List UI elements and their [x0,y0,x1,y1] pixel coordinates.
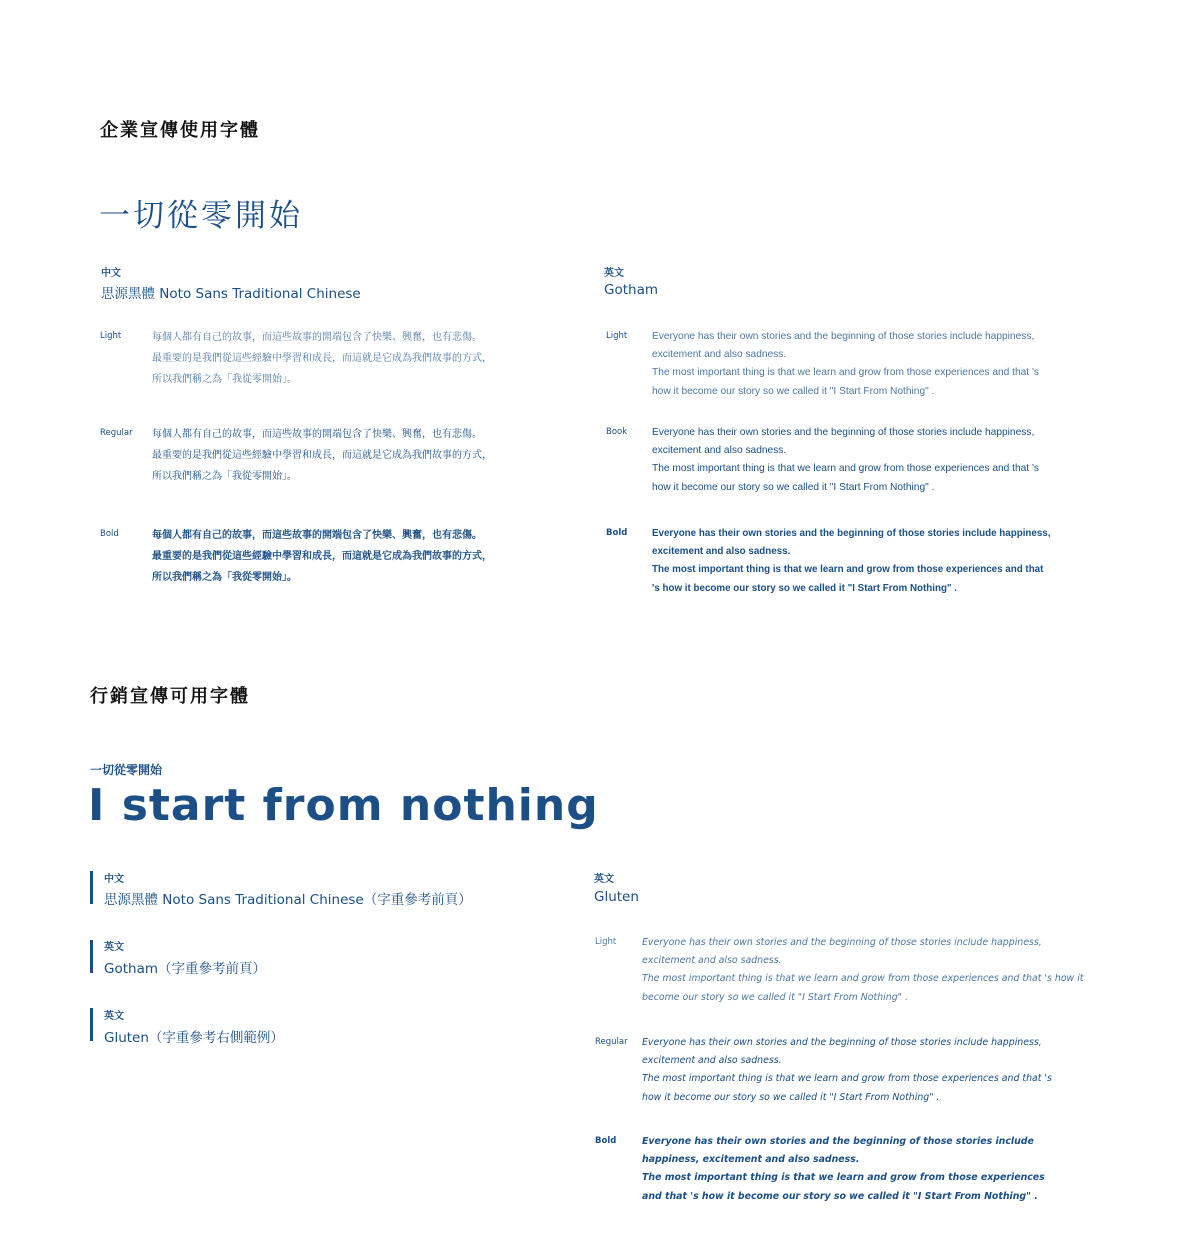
sample-line: 's how it become our story so we called it "I Start From Nothing" . [652,582,958,594]
en-bold-sample [652,525,1050,598]
sample-line: 每個人都有自己的故事，而這些故事的開端包含了快樂、興奮，也有悲傷。 [152,429,482,440]
section1-title: 企業宣傳使用字體 [100,120,260,141]
sample-line: Everyone has their own stories and the beginning of those stories include happiness, [652,528,1051,539]
item1-font: 思源黑體 Noto Sans Traditional Chinese（字重參考前頁） [104,892,472,908]
cn-font-label: 中文 [101,268,121,279]
sample-line: Everyone has their own stories and the beginning of those stories include happiness, [652,427,1035,438]
accent-bar [90,1008,93,1041]
sample-line: The most important thing is that we learn and grow from those experiences and that [652,564,1044,576]
section2-hero-cn: 一切從零開始 [90,763,163,777]
accent-bar [90,871,93,904]
sample-line: how it become our story so we called it "I Start From Nothing" . [642,1091,940,1103]
sample-line: 所以我們稱之為「我從零開始」。 [152,471,297,482]
sample-line: 所以我們稱之為「我從零開始」。 [152,572,297,583]
cn-bold-sample [152,525,492,588]
sample-line: Everyone has their own stories and the beginning of those stories include happiness, [642,1037,1042,1048]
sample-line: how it become our story so we called it "I Start From Nothing" . [652,481,935,493]
sample-line: 每個人都有自己的故事，而這些故事的開端包含了快樂、興奮，也有悲傷。 [152,530,482,541]
section2-hero-en: I start from nothing [88,780,599,831]
en-font-name: Gotham [604,282,658,298]
cn-weight-regular-label: Regular [100,428,133,438]
sample-line: 最重要的是我們從這些經驗中學習和成長，而這就是它成為我們故事的方式， [152,353,492,364]
sample-line: excitement and also sadness. [652,445,787,457]
gluten-font-label: 英文 [594,874,614,885]
sample-line: Everyone has their own stories and the beginning of those stories include happiness, [652,331,1035,342]
gluten-weight-bold-label: Bold [595,1136,617,1146]
gluten-weight-regular-label: Regular [595,1037,628,1047]
cn-weight-bold-label: Bold [100,529,119,539]
item2-label: 英文 [104,942,124,953]
item3-font: Gluten（字重參考右側範例） [104,1030,284,1046]
en-weight-bold-label: Bold [606,528,628,538]
item2-font: Gotham（字重參考前頁） [104,961,266,977]
sample-line: happiness, excitement and also sadness. [642,1154,860,1166]
cn-font-name: 思源黑體 Noto Sans Traditional Chinese [101,286,361,302]
en-font-label: 英文 [604,268,624,279]
section1-hero-text: 一切從零開始 [99,198,303,234]
cn-weight-light-label: Light [100,331,122,341]
sample-line: Everyone has their own stories and the beginning of those stories include [642,1136,1034,1147]
sample-line: how it become our story so we called it "I Start From Nothing" . [652,385,935,397]
sample-line: The most important thing is that we learn and grow from those experiences and that 's how it [642,973,1084,985]
cn-regular-sample [152,424,492,487]
sample-line: excitement and also sadness. [642,1055,782,1067]
sample-line: 最重要的是我們從這些經驗中學習和成長，而這就是它成為我們故事的方式， [152,551,492,562]
sample-line: excitement and also sadness. [642,955,782,967]
sample-line: The most important thing is that we learn and grow from those experiences and that 's [652,367,1040,379]
sample-line: excitement and also sadness. [652,349,787,361]
sample-line: 所以我們稱之為「我從零開始」。 [152,374,297,385]
sample-line: Everyone has their own stories and the beginning of those stories include happiness, [642,937,1042,948]
gluten-weight-light-label: Light [595,937,617,947]
item1-label: 中文 [104,874,124,885]
en-book-sample [652,424,1039,497]
item3-label: 英文 [104,1011,124,1022]
section2-title: 行銷宣傳可用字體 [90,686,250,707]
en-weight-book-label: Book [606,427,628,437]
sample-line: excitement and also sadness. [652,546,791,558]
cn-light-sample [152,327,492,390]
sample-line: and that 's how it become our story so we called it "I Start From Nothing" . [642,1190,1038,1202]
gluten-light-sample [642,934,1083,1007]
sample-line: The most important thing is that we learn and grow from those experiences [642,1172,1045,1184]
en-weight-light-label: Light [606,331,628,341]
gluten-regular-sample [642,1034,1052,1107]
accent-bar [90,940,93,973]
gluten-font-name: Gluten [594,889,639,905]
gluten-bold-sample [642,1133,1045,1206]
sample-line: 最重要的是我們從這些經驗中學習和成長，而這就是它成為我們故事的方式， [152,450,492,461]
en-light-sample [652,328,1039,401]
sample-line: 每個人都有自己的故事，而這些故事的開端包含了快樂、興奮，也有悲傷。 [152,332,482,343]
sample-line: The most important thing is that we learn and grow from those experiences and that 's [652,463,1040,475]
sample-line: The most important thing is that we learn and grow from those experiences and that 's [642,1073,1052,1085]
sample-line: become our story so we called it "I Start From Nothing" . [642,991,908,1003]
